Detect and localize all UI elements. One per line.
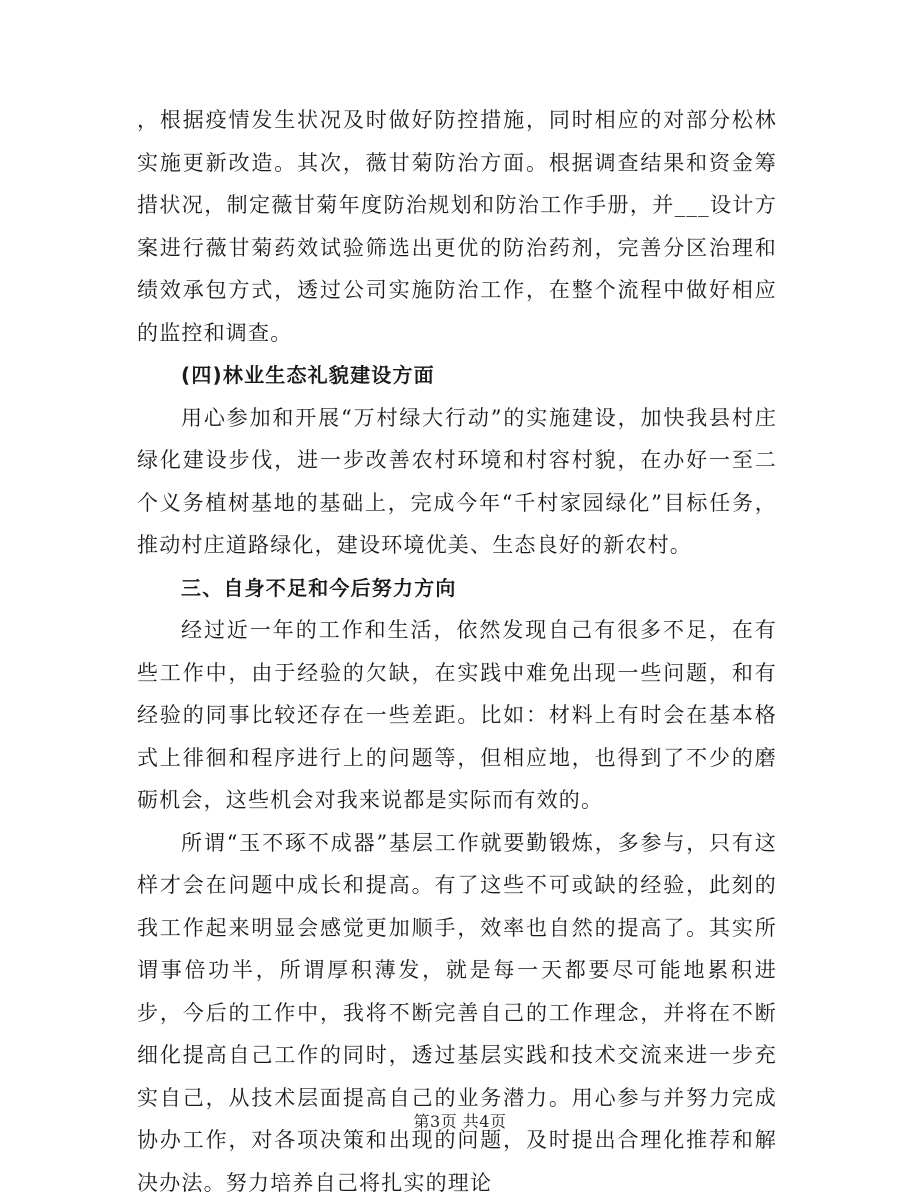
document-body (137, 99, 777, 1204)
paragraph-future-direction: 所谓“玉不琢不成器”基层工作就要勤锻炼，多参与，只有这样才会在问题中成长和提高。有了这些不可或缺的经验，此刻的我工作起来明显会感觉更加顺手，效率也自然的提高了。其实所谓事倍功半，所谓厚积薄发，就是每一天都要尽可能地累积进步，今后的工作中，我将不断完善自己的工作理念，并将在不断细化提高自己工作的同时，透过基层实践和技术交流来进一步充实自己，从技术层面提高自己的业务潜力。用心参与并努力完成协办工作，对各项决策和出现的问题，及时提出合理化推荐和解决办法。努力培养自己将扎实的理论 (137, 822, 777, 1204)
page-number-footer: 第3页 共4页 (0, 1109, 920, 1132)
paragraph-shortcomings: 经过近一年的工作和生活，依然发现自己有很多不足，在有些工作中，由于经验的欠缺，在实践中难免出现一些问题，和有经验的同事比较还存在一些差距。比如：材料上有时会在基本格式上徘徊和程序进行上的问题等，但相应地，也得到了不少的磨砺机会，这些机会对我来说都是实际而有效的。 (137, 609, 777, 822)
section-heading-shortcomings: 三、自身不足和今后努力方向 (137, 567, 777, 610)
paragraph-pine-and-mikania-control: ，根据疫情发生状况及时做好防控措施，同时相应的对部分松林实施更新改造。其次，薇甘菊防治方面。根据调查结果和资金筹措状况，制定薇甘菊年度防治规划和防治工作手册，并___设计方案进行薇甘菊药效试验筛选出更优的防治药剂，完善分区治理和绩效承包方式，透过公司实施防治工作，在整个流程中做好相应的监控和调查。 (137, 99, 777, 354)
section-heading-forestry-ecology: (四)林业生态礼貌建设方面 (137, 354, 777, 397)
paragraph-village-greening: 用心参加和开展“万村绿大行动”的实施建设，加快我县村庄绿化建设步伐，进一步改善农村环境和村容村貌，在办好一至二个义务植树基地的基础上，完成今年“千村家园绿化”目标任务，推动村庄道路绿化，建设环境优美、生态良好的新农村。 (137, 397, 777, 567)
